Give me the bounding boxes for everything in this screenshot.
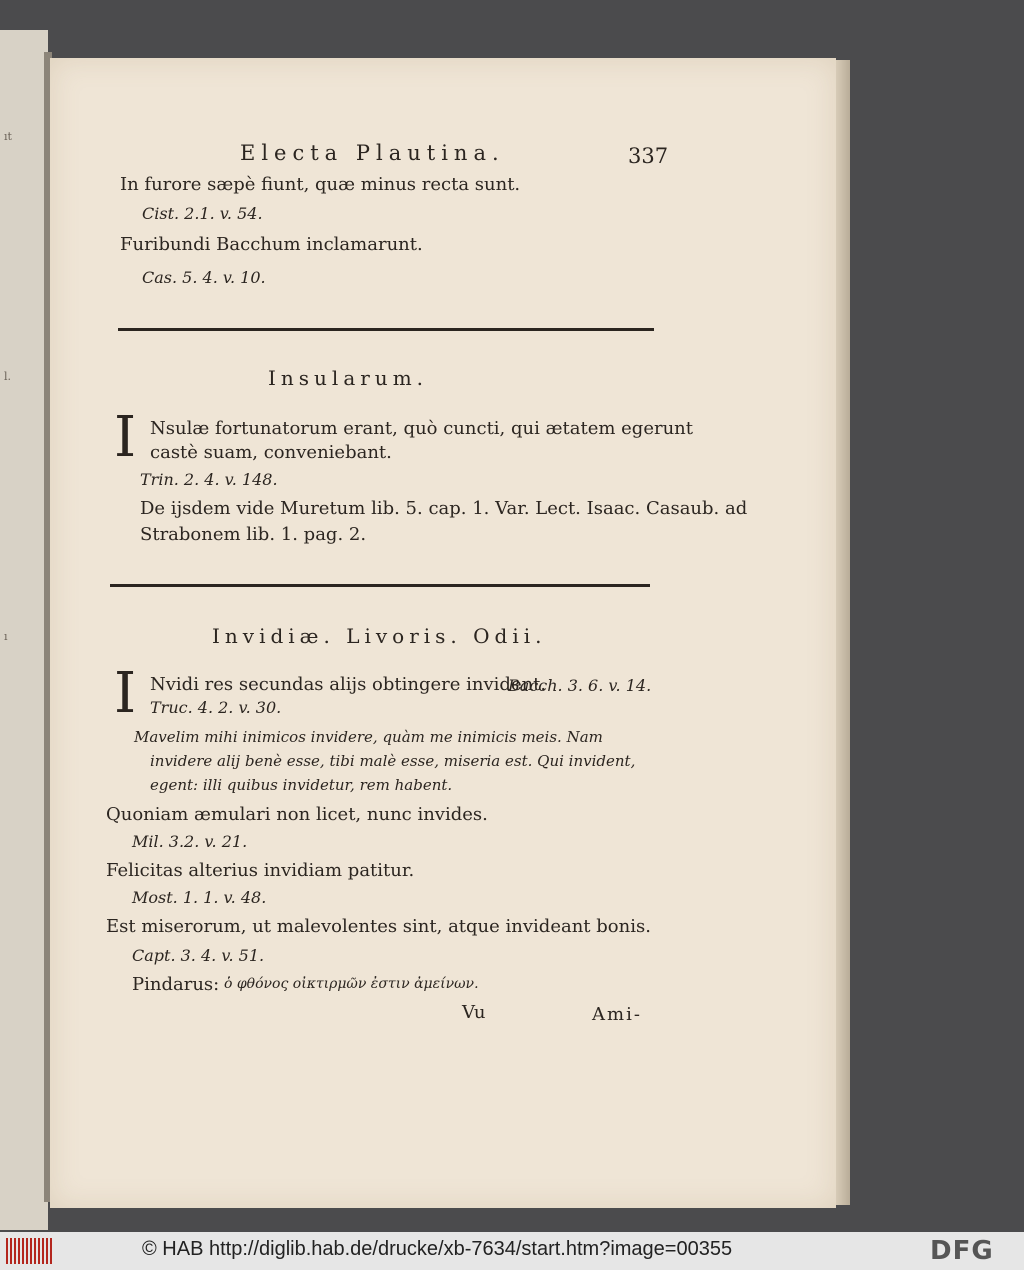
citation: Most. 1. 1. v. 48. — [132, 888, 267, 907]
text-line: Furibundi Bacchum inclamarunt. — [120, 234, 423, 255]
citation: Bacch. 3. 6. v. 14. — [508, 676, 652, 695]
quote-line: invidere alij benè esse, tibi malè esse, miseria est. Qui invident, — [150, 752, 636, 770]
copyright-link[interactable]: © HAB http://diglib.hab.de/drucke/xb-7634/start.htm?image=00355 — [142, 1238, 733, 1260]
viewer-footer — [0, 1232, 1024, 1270]
previous-page-edge: ıt l. ı — [0, 30, 48, 1230]
quote-line: egent: illi quibus invidetur, rem habent. — [150, 776, 453, 794]
text-line: Felicitas alterius invidiam patitur. — [106, 860, 415, 881]
text-line: Nsulæ fortunatorum erant, quò cuncti, qui ætatem egerunt — [150, 418, 694, 439]
signature-mark: Vu — [462, 1002, 486, 1023]
text-line: Nvidi res secundas alijs obtingere invident. — [150, 674, 547, 695]
note-line: De ijsdem vide Muretum lib. 5. cap. 1. Var. Lect. Isaac. Casaub. ad — [140, 498, 748, 519]
citation: Cist. 2.1. v. 54. — [142, 204, 263, 223]
quote-line: Mavelim mihi inimicos invidere, quàm me inimicis meis. Nam — [134, 728, 603, 746]
section-divider — [118, 328, 654, 331]
section-divider — [110, 584, 650, 587]
text-line: Est miserorum, ut malevolentes sint, atque invideant bonis. — [106, 916, 651, 937]
text-line: castè suam, conveniebant. — [150, 442, 392, 463]
book-page — [50, 58, 836, 1208]
text-line: Pindarus: — [132, 974, 220, 995]
greek-quote: ὁ φθόνος οἰκτιρμῶν ἐστιν ἀμείνων. — [224, 976, 479, 992]
dfg-logo: DFG — [930, 1236, 994, 1266]
drop-cap: I — [114, 405, 137, 470]
citation: Capt. 3. 4. v. 51. — [132, 946, 265, 965]
section-heading: Invidiæ. Livoris. Odii. — [212, 624, 547, 648]
citation: Cas. 5. 4. v. 10. — [142, 268, 266, 287]
page-number: 337 — [628, 144, 669, 168]
barcode-icon — [6, 1238, 52, 1264]
drop-cap: I — [114, 661, 137, 726]
running-head: Electa Plautina. — [240, 141, 505, 165]
text-line: In furore sæpè fiunt, quæ minus recta sunt. — [120, 174, 521, 195]
section-heading: Insularum. — [268, 366, 429, 390]
note-line: Strabonem lib. 1. pag. 2. — [140, 524, 367, 545]
citation: Mil. 3.2. v. 21. — [132, 832, 248, 851]
citation: Trin. 2. 4. v. 148. — [140, 470, 278, 489]
citation: Truc. 4. 2. v. 30. — [150, 698, 282, 717]
text-line: Quoniam æmulari non licet, nunc invides. — [106, 804, 488, 825]
catchword: Ami- — [592, 1004, 642, 1025]
